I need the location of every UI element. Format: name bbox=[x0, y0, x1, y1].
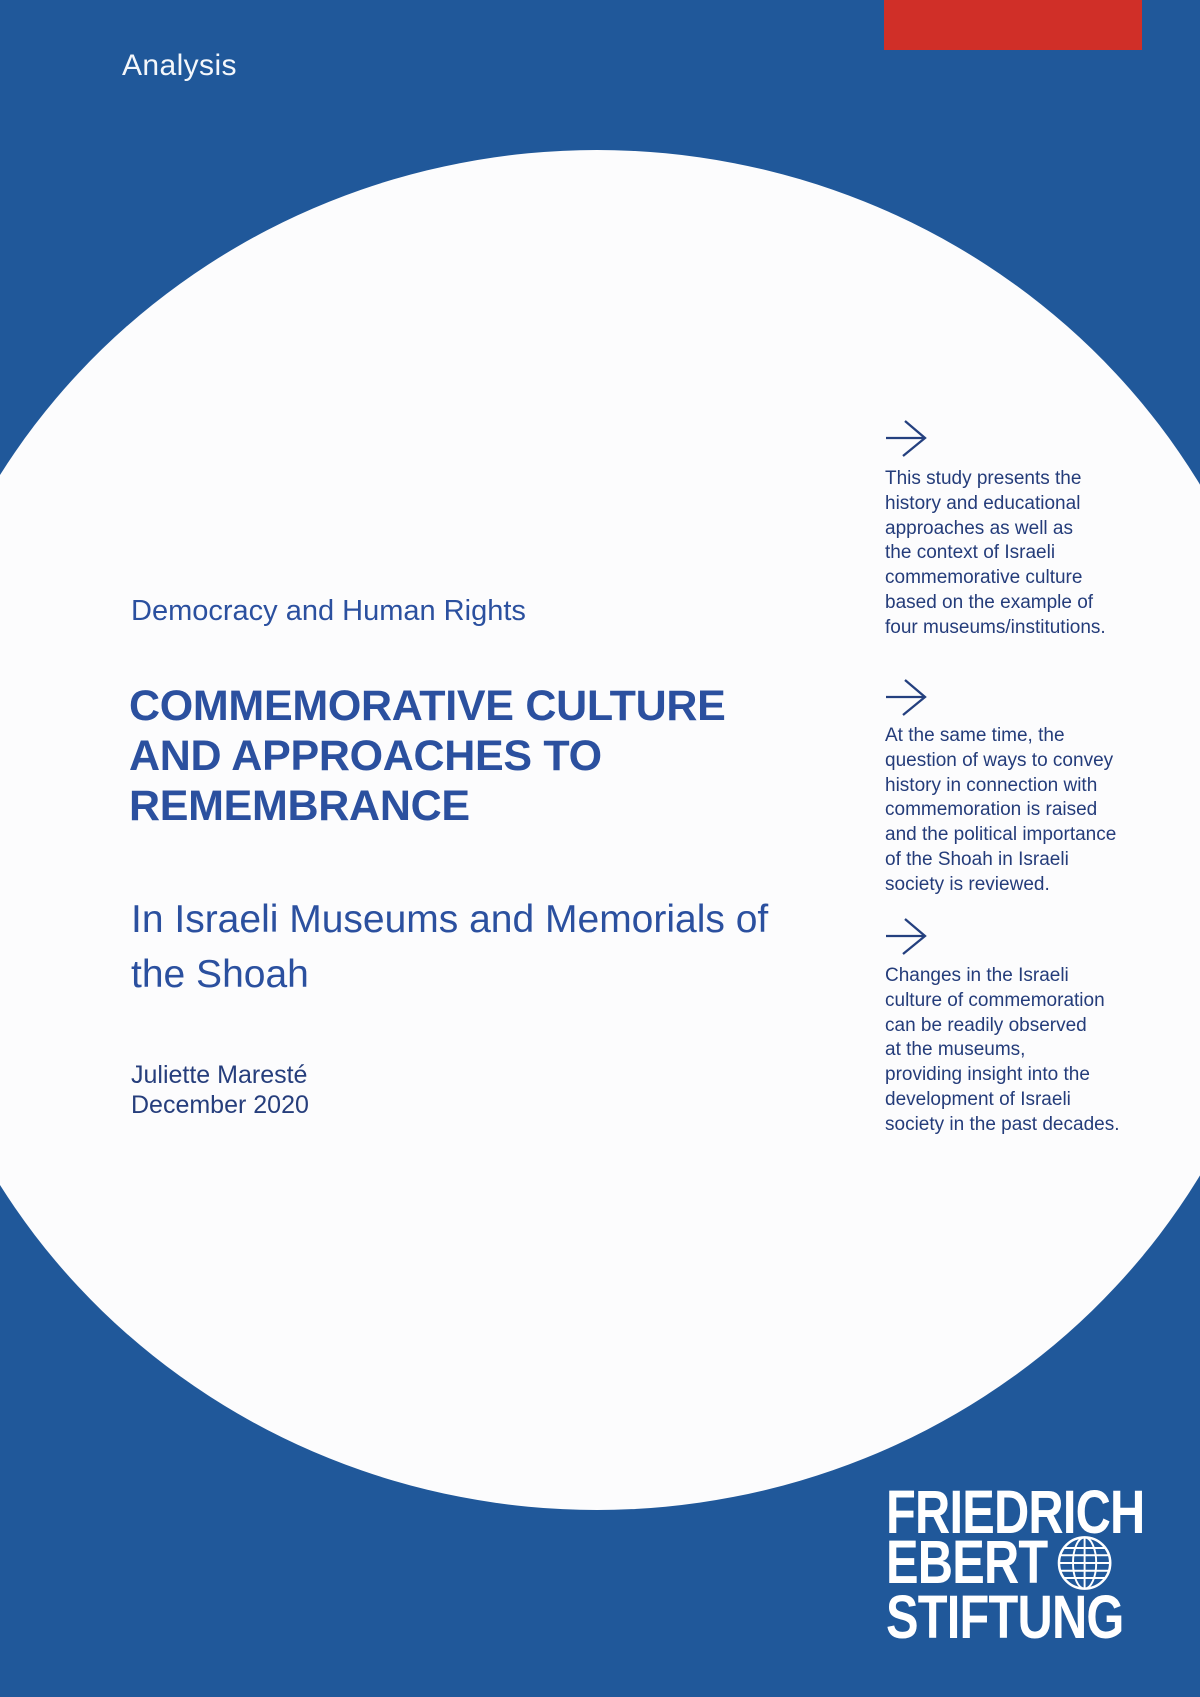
globe-icon bbox=[1055, 1534, 1113, 1592]
arrow-right-icon bbox=[884, 916, 930, 956]
topic-label: Democracy and Human Rights bbox=[131, 595, 526, 627]
logo-line-ebert: EBERT bbox=[886, 1528, 1048, 1596]
logo-line-friedrich: FRIEDRICH bbox=[886, 1478, 1145, 1546]
summary-paragraph: At the same time, the question of ways to convey history in connection with commemoration is raised and the political importance of the Shoah in Israeli society is reviewed. bbox=[885, 725, 1117, 895]
summary-paragraph: This study presents the history and educational approaches as well as the context of Israeli commemorative culture based on the example of four museums/institutions. bbox=[885, 468, 1106, 638]
arrow-right-icon bbox=[884, 418, 930, 458]
series-label: Analysis bbox=[122, 49, 237, 82]
fes-logo bbox=[886, 1478, 1145, 1651]
byline bbox=[131, 1060, 309, 1120]
logo-line-stiftung: STIFTUNG bbox=[886, 1583, 1124, 1651]
author: Juliette Maresté bbox=[131, 1061, 308, 1089]
accent-bar bbox=[884, 0, 1142, 50]
page-subtitle: In Israeli Museums and Memorials of the Shoah bbox=[131, 898, 769, 996]
publication-date: December 2020 bbox=[131, 1091, 309, 1119]
page-title: COMMEMORATIVE CULTURE AND APPROACHES TO REMEMBRANCE bbox=[129, 682, 726, 830]
arrow-right-icon bbox=[884, 677, 930, 717]
summary-paragraph: Changes in the Israeli culture of commemoration can be readily observed at the museums, providing insight into the development of Israeli society in the past decades. bbox=[885, 965, 1120, 1135]
